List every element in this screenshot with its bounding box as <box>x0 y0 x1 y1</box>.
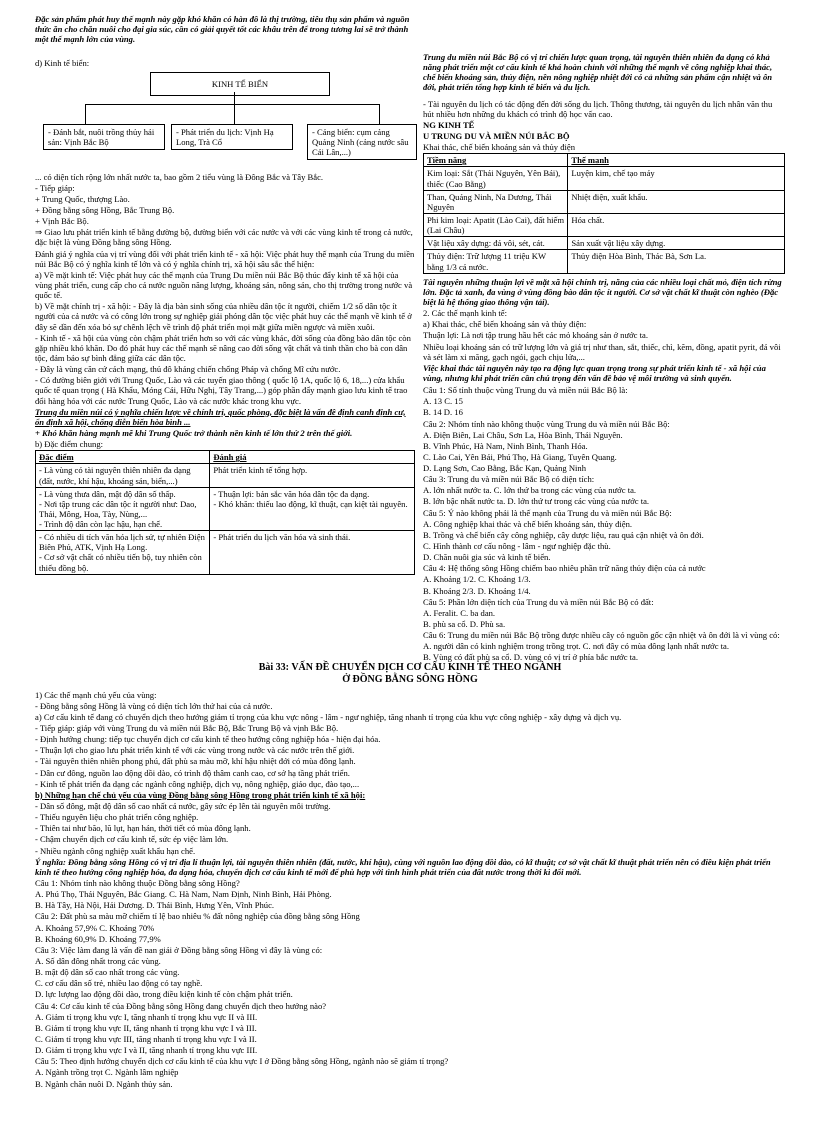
quiz-line: Câu 3: Trung du và miền núi Bắc Bộ có diện tích: <box>423 474 595 485</box>
paragraph: Việc khai thác tài nguyên này tạo ra động lực quan trọng trong sự phát triển kinh tế - xã hội của vùng, nhưng khi phát triển cần chú trọng đến vấn đề bảo vệ môi trường và sinh quyển. <box>423 362 766 383</box>
quiz-line: B. Trồng và chế biến cây công nghiệp, cây dược liệu, rau quả cận nhiệt và ôn đới. <box>423 529 704 540</box>
lesson-line: - Thiên tai như bão, lũ lụt, hạn hán, thời tiết có mùa đông lạnh. <box>35 823 251 834</box>
lesson-line: - Kinh tế phát triển đa dạng các ngành công nghiệp, dịch vụ, nông nghiệp, giáo dục, đào tạo,... <box>35 778 360 789</box>
table-header-cell: Đặc điểm <box>36 451 210 464</box>
advantages-paragraph: Tài nguyên những thuận lợi về mặt xã hội chính trị, năng của các nhiều loại chất mỏ, điện tích rừng lớn. Đặc tả xanh, đa vùng ở vùng đồng bào dân tộc ít người. Cơ sở vật chất kĩ thuật còn nghèo (Đặc biệt là hệ thống giao thông vận tải). <box>423 276 782 307</box>
quiz-line: D. Lạng Sơn, Cao Bằng, Bắc Kạn, Quảng Ninh <box>423 463 587 474</box>
paragraph: - Đây là vùng căn cứ cách mạng, thủ đô kháng chiến chống Pháp và chống Mĩ cứu nước. <box>35 364 341 375</box>
right-column <box>423 52 785 664</box>
quiz-line: B. mật độ dân số cao nhất trong các vùng. <box>35 967 180 978</box>
quiz-line: Câu 1: Số tỉnh thuộc vùng Trung du và miền núi Bắc Bộ là: <box>423 385 628 396</box>
paragraph: - Tiếp giáp: <box>35 182 75 193</box>
lesson-line: - Định hướng chung: tiếp tục chuyển dịch cơ cấu kinh tế theo hướng công nghiệp hóa - hiện đại hóa. <box>35 734 381 745</box>
quiz-line: Câu 1: Nhóm tỉnh nào không thuộc Đồng bằng sông Hồng? <box>35 877 240 888</box>
lesson-line: - Đồng bằng sông Hồng là vùng có diện tích lớn thứ hai của cả nước. <box>35 700 273 711</box>
diagram-leaf-tourism: - Phát triển du lịch: Vịnh Hạ Long, Trà Cổ <box>171 124 293 150</box>
table-header-row <box>424 154 785 167</box>
quiz-line: D. lực lượng lao động dồi dào, trong điều kiện kinh tế còn chậm phát triển. <box>35 989 293 1000</box>
table-cell: Thủy điện Hòa Bình, Thác Bà, Sơn La. <box>568 250 785 273</box>
paragraph: a) Về mặt kinh tế: Việc phát huy các thế mạnh của Trung Du miền núi Bắc Bộ thúc đẩy kinh tế xã hội của vùng phát triển, cung cấp cho cả nước nguồn năng lượng, khoáng sản, nông sản, cho thị trường trong nước và quốc tế. <box>35 269 413 301</box>
table-cell: Phi kim loại: Apatit (Lào Cai), đất hiếm (Lai Châu) <box>424 213 568 236</box>
quiz-line: B. Khoảng 60,9% D. Khoảng 77,9% <box>35 933 161 944</box>
kinh-te-bien-diagram <box>35 72 415 168</box>
quiz-line: Câu 4: Hệ thống sông Hồng chiếm bao nhiêu phần trữ năng thủy điện của cả nước <box>423 563 706 574</box>
paragraph: a) Khai thác, chế biến khoáng sản và thủy điện: <box>423 319 587 330</box>
table-header-cell: Đánh giá <box>210 451 415 464</box>
quiz-line: B. Khoảng 2/3. D. Khoảng 1/4. <box>423 585 531 596</box>
quiz-list <box>423 385 785 663</box>
paragraph: - Kinh tế - xã hội của vùng còn chậm phát triển hơn so với các vùng khác, đời sống của đồng bào dân tộc còn gặp nhiều khó khăn. Do đó phát huy các thế mạnh sẽ nâng cao đời sống vật chất và tinh thần cho bà con dân tộc, đảm bảo sự bình đẳng giữa các dân tộc. <box>35 332 411 363</box>
table-cell: Than, Quảng Ninh, Na Dương, Thái Nguyên <box>424 190 568 213</box>
paragraph: b) Về mặt chính trị - xã hội: - Đây là địa bàn sinh sống của nhiều dân tộc ít người, chiếm 1/2 số dân tộc ít người của cả nước và có công lớn trong sự nghiệp giải phóng dân tộc việc phát huy các thế mạnh về kinh tế ở đây sẽ dần đến xóa bỏ sự chênh lệch về trình độ phát triển mọi mặt giữa miền ngược và miền xuôi. <box>35 301 412 332</box>
table-caption: Khai thác, chế biến khoáng sản và thủy điện <box>423 142 576 153</box>
quiz-line: A. Khoảng 57,9% C. Khoảng 70% <box>35 922 155 933</box>
paragraph: ⇒ Giao lưu phát triển kinh tế bằng đường bộ, đường biển với các nước và với các vùng kinh tế trong cả nước, đặc biệt là vùng Đồng bằng sông Hồng. <box>35 227 413 248</box>
table-row <box>36 464 415 487</box>
quiz-line: A. Giảm tỉ trọng khu vực I, tăng nhanh tỉ trọng khu vực II và III. <box>35 1011 258 1022</box>
diagram-connector <box>379 104 380 124</box>
paragraph: + Vịnh Bắc Bộ. <box>35 216 89 227</box>
diagram-connector <box>234 92 235 104</box>
quiz-line: B. Hà Tây, Hà Nội, Hải Dương. D. Thái Bình, Hưng Yên, Vĩnh Phúc. <box>35 900 275 911</box>
quiz-line: D. Chăn nuôi gia súc và kinh tế biển. <box>423 552 551 563</box>
paragraph: ... có diện tích rộng lớn nhất nước ta, bao gồm 2 tiểu vùng là Đông Bắc và Tây Bắc. <box>35 171 324 182</box>
table-cell: - Là vùng có tài nguyên thiên nhiên đa dạng (đất, nước, khí hậu, khoáng sản, biển,...) <box>36 464 210 487</box>
quiz-line: Câu 5: Ý nào không phải là thế mạnh của Trung du và miền núi Bắc Bộ: <box>423 507 672 518</box>
quiz-line: A. Ngành trồng trọt C. Ngành lâm nghiệp <box>35 1067 179 1078</box>
difficulty-note: + Khó khăn hàng mạnh mẽ khi Trung Quốc trở thành nền kinh tế lớn thứ 2 trên thế giới. <box>35 427 353 438</box>
table-cell: - Là vùng thưa dân, mật độ dân số thấp. - Nơi tập trung các dân tộc ít người như: Dao, Thái, Mông, Hoa, Tày, Nùng,... - Trình độ dân còn lạc hậu, hạn chế. <box>36 487 210 531</box>
table-header-cell: Tiềm năng <box>424 154 568 167</box>
paragraph: - Có đường biên giới với Trung Quốc, Lào và các tuyến giao thông ( quốc lộ 1A, quốc lộ 6, 18,...) cửa khẩu quốc tế quan trọng ( Hà Khẩu, Móng Cái, Hữu Nghị, Tây Trang,...) góp phần đẩy mạnh giao lưu kinh tế trao đổi hàng hóa với các nước Trung Quốc, Lào và các nước khác trong khu vực. <box>35 375 408 406</box>
lesson-line: - Chậm chuyển dịch cơ cấu kinh tế, sức ép việc làm lớn. <box>35 834 229 845</box>
table-header-cell: Thế mạnh <box>568 154 785 167</box>
table-cell: Hóa chất. <box>568 213 785 236</box>
table-row <box>36 487 415 531</box>
quiz-line: A. Phú Thọ, Thái Nguyên, Bắc Giang. C. Hà Nam, Nam Định, Ninh Bình, Hải Phòng. <box>35 889 332 900</box>
quiz-line: B. Vùng có đất phù sa cổ. D. vùng có vị trí ở phía bắc nước ta. <box>423 652 639 663</box>
lesson-line: b) Những hạn chế chủ yếu của vùng Đồng bằng sông Hồng trong phát triển kinh tế xã hội: <box>35 789 366 800</box>
paragraph: + Đồng bằng sông Hồng, Bắc Trung Bộ. <box>35 204 175 215</box>
lesson-title <box>35 662 785 686</box>
section-heading: NG KINH TẾ <box>423 119 475 130</box>
quiz-line: B. Vĩnh Phúc, Hà Nam, Ninh Bình, Thanh Hóa. <box>423 440 588 451</box>
kinh-te-bien-label: d) Kinh tế biển: <box>35 58 90 69</box>
quiz-line: Câu 5: Theo định hướng chuyển dịch cơ cấu kinh tế của khu vực I ở Đồng bằng sông Hồng, ngành nào sẽ giảm tỉ trọng? <box>35 1056 449 1067</box>
table-row <box>424 237 785 250</box>
lesson-line: 1) Các thế mạnh chủ yếu của vùng: <box>35 689 157 700</box>
strategic-note: Trung du miền núi có ý nghĩa chiến lược về chính trị, quốc phòng, đặc biệt là vấn đề định canh định cư, ổn định xã hội, chống diễn biến hòa bình ... <box>35 406 406 427</box>
table-header-row <box>36 451 415 464</box>
quiz-line: Câu 3: Việc làm đang là vấn đề nan giải ở Đồng bằng sông Hồng vì đây là vùng có: <box>35 944 323 955</box>
table-cell: Sản xuất vật liệu xây dựng. <box>568 237 785 250</box>
quiz-line: Câu 4: Cơ cấu kinh tế của Đồng bằng sông Hồng đang chuyển dịch theo hướng nào? <box>35 1000 327 1011</box>
paragraph: Đánh giá ý nghĩa của vị trí vùng đối với phát triển kinh tế - xã hội: Việc phát huy thế mạnh của Trung du miền núi Bắc Bộ có ý nghĩa kinh tế lớn và có ý nghĩa chính trị, xã hội sâu sắc thể hiện: <box>35 248 415 269</box>
paragraph: Nhiều loại khoáng sản có trữ lượng lớn và giá trị như than, sắt, thiếc, chì, kẽm, đồng, apatit pyrit, đá vôi và sét làm xi măng, gạch ngói, gạch chịu lửa,... <box>423 341 781 362</box>
diagram-leaf-fishing: - Đánh bắt, nuôi trồng thủy hải sản: Vịnh Bắc Bộ <box>43 124 165 150</box>
diagram-connector <box>85 104 379 105</box>
resources-table <box>423 153 785 273</box>
quiz-line: D. Giảm tỉ trọng khu vực I và II, tăng nhanh tỉ trọng khu vực III. <box>35 1045 258 1056</box>
quiz-line: A. Khoảng 1/2. C. Khoảng 1/3. <box>423 574 531 585</box>
table-cell: - Thuận lợi: bản sắc văn hóa dân tộc đa dạng. - Khó khăn: thiếu lao động, kĩ thuật, cạn kiệt tài nguyên. <box>210 487 415 531</box>
table-cell: Phát triển kinh tế tổng hợp. <box>210 464 415 487</box>
lesson-line: - Tiếp giáp: giáp với vùng Trung du và miền núi Bắc Bộ, Bắc Trung Bộ và vịnh Bắc Bộ. <box>35 723 339 734</box>
characteristics-table <box>35 450 415 575</box>
paragraph: Thuận lợi: Là nơi tập trung hầu hết các mỏ khoáng sản ở nước ta. <box>423 330 648 341</box>
quiz-line: Câu 2: Nhóm tỉnh nào không thuộc vùng Trung du và miền núi Bắc Bộ: <box>423 418 670 429</box>
quiz-line: B. phù sa cổ. D. Phù sa. <box>423 619 506 630</box>
quiz-line: Câu 2: Đất phù sa màu mỡ chiếm tỉ lệ bao nhiêu % đất nông nghiệp của đồng bằng sông Hồng <box>35 911 360 922</box>
characteristics-label: b) Đặc điểm chung: <box>35 439 104 450</box>
diagram-root: KINH TẾ BIỂN <box>150 72 330 96</box>
quiz-line: B. 14 D. 16 <box>423 407 463 418</box>
lesson-line: - Thiếu nguyên liệu cho phát triển công nghiệp. <box>35 812 199 823</box>
tourism-paragraph: - Tài nguyên du lịch có tác động đến đời sống du lịch. Thông thương, tài nguyên du lịch nhân văn thu hút nhiều hơn những du khách có trình độ học vấn cao. <box>423 98 773 119</box>
lesson-line: - Dân số đông, mật độ dân số cao nhất cả nước, gây sức ép lên tài nguyên môi trường. <box>35 801 331 811</box>
lesson-line: - Tài nguyên thiên nhiên phong phú, đất phù sa màu mỡ, khí hậu nhiệt đới có mùa đông lạnh. <box>35 756 356 767</box>
quiz-line: B. Ngành chăn nuôi D. Ngành thủy sản. <box>35 1078 173 1089</box>
lesson-title-line: Ở ĐỒNG BẰNG SÔNG HỒNG <box>342 673 478 685</box>
quiz-line: A. Số dân đông nhất trong các vùng. <box>35 955 161 966</box>
table-cell: Luyện kim, chế tạo máy <box>568 167 785 190</box>
diagram-connector <box>234 104 235 124</box>
section-heading: U TRUNG DU VÀ MIỀN NÚI BẮC BỘ <box>423 130 570 141</box>
quiz-line: A. người dân có kinh nghiệm trong trồng trọt. C. nơi đây có mùa đông lạnh nhất nước ta. <box>423 641 730 652</box>
quiz-line: Câu 6: Trung du miền núi Bắc Bộ trồng được nhiều cây có nguồn gốc cận nhiệt và ôn đới là vì vùng có: <box>423 630 780 641</box>
table-cell: Kim loại: Sắt (Thái Nguyên, Yên Bái), thiếc (Cao Bằng) <box>424 167 568 190</box>
lesson-line: - Dân cư đông, nguồn lao động dồi dào, có trình độ thâm canh cao, cơ sở hạ tầng phát triển. <box>35 767 350 778</box>
diagram-leaf-ports: - Cảng biển: cụm cảng Quảng Ninh (cảng nước sâu Cái Lân,...) <box>307 124 417 160</box>
quiz-line: B. Giảm tỉ trọng khu vực II, tăng nhanh tỉ trọng khu vực I và III. <box>35 1022 257 1033</box>
bottom-section <box>35 660 785 1090</box>
quiz-line: C. Giảm tỉ trọng khu vực III, tăng nhanh tỉ trọng khu vực I và II. <box>35 1033 257 1044</box>
section-heading: 2. Các thế mạnh kinh tế: <box>423 308 508 319</box>
lesson-title-line: Bài 33: VẤN ĐỀ CHUYỂN DỊCH CƠ CẤU KINH TẾ THEO NGÀNH <box>258 662 562 673</box>
left-column <box>35 14 415 575</box>
quiz-line: C. Lào Cai, Yên Bái, Phú Thọ, Hà Giang, Tuyên Quang. <box>423 451 617 462</box>
table-cell: - Có nhiều di tích văn hóa lịch sử, tự nhiên Điện Biên Phủ, ATK, Vịnh Hạ Long. - Cơ sở vật chất có nhiều tiến bộ, tuy nhiên còn thiếu đồng bộ. <box>36 531 210 575</box>
lesson-line: Ý nghĩa: Đồng bằng sông Hồng có vị trí địa lí thuận lợi, tài nguyên thiên nhiên (đất, nước, khí hậu), cùng với nguồn lao động dồi dào, có kĩ thuật; cơ sở vật chất kĩ thuật phát triển nên có điều kiện phát triển kinh tế theo hướng công nghiệp hóa, đa dạng hóa, chuyển dịch cơ cấu kinh tế mới để phù hợp với tình hình phát triển của đất nước trong thời kì đổi mới. <box>35 856 771 877</box>
table-row <box>424 167 785 190</box>
quiz-line: B. lớn bậc nhất nước ta. D. lớn thứ tư trong các vùng của nước ta. <box>423 496 650 507</box>
table-row <box>424 190 785 213</box>
paragraph: + Trung Quốc, thượng Lào. <box>35 193 130 204</box>
quiz-line: A. Điện Biên, Lai Châu, Sơn La, Hòa Bình, Thái Nguyên. <box>423 429 623 440</box>
table-row <box>424 250 785 273</box>
diagram-connector <box>85 104 86 124</box>
table-cell: Thủy điện: Trữ lượng 11 triệu KW bằng 1/3 cả nước. <box>424 250 568 273</box>
quiz-line: A. lớn nhất nước ta. C. lớn thứ ba trong các vùng của nước ta. <box>423 485 637 496</box>
right-intro: Trung du miền núi Bắc Bộ có vị trí chiến lược quan trọng, tài nguyên thiên nhiên đa dạng có khả năng phát triển một cơ cấu kinh tế khá hoàn chỉnh với những thế mạnh về công nghiệp khai thác, chế biến khoáng sản, thủy điện, nền nông nghiệp nhiệt đới có cả những sản phẩm cận nhiệt và ôn đới, phát triển tổng hợp kinh tế biển và du lịch. <box>423 52 773 93</box>
table-row <box>424 213 785 236</box>
table-row <box>36 531 415 575</box>
quiz-line: A. 13 C. 15 <box>423 396 463 407</box>
table-cell: Nhiệt điện, xuất khẩu. <box>568 190 785 213</box>
quiz-line: C. cơ cấu dân số trẻ, nhiều lao động có tay nghề. <box>35 978 203 989</box>
quiz-line: C. Hình thành cơ cấu nông - lâm - ngư nghiệp đặc thù. <box>423 541 611 552</box>
quiz-line: A. Feralit. C. ba dan. <box>423 607 496 618</box>
lesson-line: - Thuận lợi cho giao lưu phát triển kinh tế với các vùng trong nước và các nước trên thế giới. <box>35 745 355 756</box>
table-cell: - Phát triển du lịch văn hóa và sinh thái. <box>210 531 415 575</box>
left-intro: Đặc sản phẩm phát huy thế mạnh này gặp khó khăn có hàn đồ là thị trường, tiêu thụ sản phẩm và nguồn thức ăn cho chăn nuôi cho đại gia súc, cần có giải quyết tốt các khâu trên để trong tương lai sẽ trở thành một thế mạnh lớn của vùng. <box>35 14 410 45</box>
lesson-line: - Nhiều ngành công nghiệp xuất khẩu hạn chế. <box>35 845 196 856</box>
quiz-line: A. Công nghiệp khai thác và chế biến khoáng sản, thủy điện. <box>423 518 633 529</box>
table-cell: Vật liệu xây dựng: đá vôi, sét, cát. <box>424 237 568 250</box>
quiz-line: Câu 5: Phần lớn diện tích của Trung du và miền núi Bắc Bộ có đất: <box>423 596 654 607</box>
lesson-line: a) Cơ cấu kinh tế đang có chuyển dịch theo hướng giảm tỉ trọng của khu vực nông - lâm - ngư nghiệp, tăng nhanh tỉ trọng của khu vực công nghiệp - xây dựng và dịch vụ. <box>35 711 622 722</box>
